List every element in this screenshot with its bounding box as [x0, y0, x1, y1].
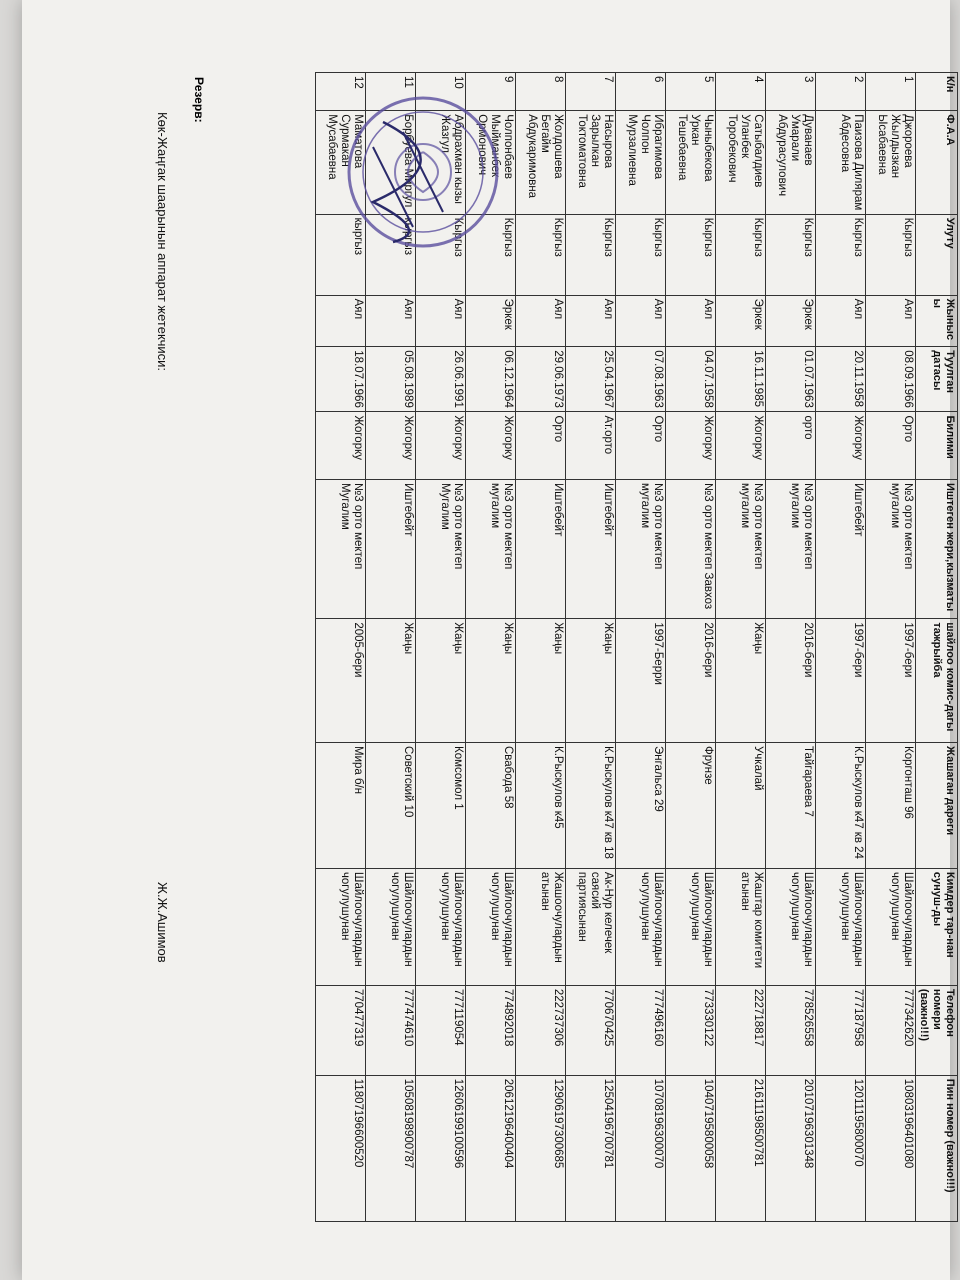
table-row [666, 73, 716, 1222]
cell-pin: 10803196401080 [866, 1075, 916, 1221]
cell-work: Иштебейт [816, 479, 866, 618]
cell-education: Ат.орто [566, 412, 616, 479]
cell-experience: 1997-бери [866, 619, 916, 743]
cell-nationality: Кыргыз [516, 214, 566, 295]
column-header-education: Билими [916, 412, 958, 479]
cell-birth: 04.07.1958 [666, 347, 716, 412]
cell-address: К.Рыскулов к47 кв 24 [816, 743, 866, 869]
table-row [816, 73, 866, 1222]
cell-gender: Эркек [466, 295, 516, 347]
cell-num: 10 [416, 73, 466, 111]
cell-work: №3 орто мектеп мугалим [866, 479, 916, 618]
cell-name: Маматова Сурмакан Мусабаевна [316, 111, 366, 214]
cell-address: Советский 10 [366, 743, 416, 869]
cell-nominated: Жашоочулардын атынан [516, 868, 566, 985]
cell-education: Жогорку [366, 412, 416, 479]
cell-phone: 773330122 [666, 985, 716, 1075]
cell-nationality: Кыргыз [566, 214, 616, 295]
cell-num: 9 [466, 73, 516, 111]
table-row [766, 73, 816, 1222]
cell-pin: 10708196300070 [616, 1075, 666, 1221]
cell-phone: 770477319 [316, 985, 366, 1075]
cell-name: Сатыбалдиев Уланбек Торобекович [716, 111, 766, 214]
cell-birth: 18.07.1966 [316, 347, 366, 412]
column-header-nationality: Улуту [916, 214, 958, 295]
cell-address: Свабода 58 [466, 743, 516, 869]
cell-work: Иштебейт [516, 479, 566, 618]
cell-nationality: Кыргыз [466, 214, 516, 295]
table-header-row [916, 73, 958, 1222]
cell-nominated: Шайлоочулардын чогулушунан [616, 868, 666, 985]
cell-work: №3 орто мектеп мугалим [466, 479, 516, 618]
cell-experience: 2016-бери [666, 619, 716, 743]
cell-work: №3 орто мектеп мугалим [766, 479, 816, 618]
cell-nationality: Кыргыз [666, 214, 716, 295]
cell-address: Учкалай [716, 743, 766, 869]
cell-phone: 222737306 [516, 985, 566, 1075]
cell-pin: 12906197300685 [516, 1075, 566, 1221]
cell-address: Энгальса 29 [616, 743, 666, 869]
cell-name: Джороева Жылдызкан Ысабаевна [866, 111, 916, 214]
cell-education: Орто [616, 412, 666, 479]
cell-address: К.Рыскулов к45 [516, 743, 566, 869]
cell-num: 6 [616, 73, 666, 111]
cell-num: 8 [516, 73, 566, 111]
cell-experience: 2016-бери [766, 619, 816, 743]
cell-gender: Аял [366, 295, 416, 347]
cell-gender: Аял [666, 295, 716, 347]
cell-name: Насырова Зарылкан Токтоматовна [566, 111, 616, 214]
cell-nationality: Кыргыз [716, 214, 766, 295]
cell-name: Чыныбекова Уркан Тешебаевна [666, 111, 716, 214]
cell-experience: Жаңы [566, 619, 616, 743]
cell-work: Иштебейт [366, 479, 416, 618]
cell-nationality: кыргыз [316, 214, 366, 295]
cell-pin: 11807196600520 [316, 1075, 366, 1221]
cell-nationality: Кыргыз [766, 214, 816, 295]
rotated-content [155, 2, 958, 1272]
cell-education: орто [766, 412, 816, 479]
cell-gender: Аял [316, 295, 366, 347]
cell-experience: Жаңы [516, 619, 566, 743]
cell-name: Дуванаев Умарали Абдурасулович [766, 111, 816, 214]
column-header-birth: Туулган датасы [916, 347, 958, 412]
cell-education: Жогорку [466, 412, 516, 479]
cell-nominated: Шайлоочулардын чогулушунан [416, 868, 466, 985]
cell-phone: 774892018 [466, 985, 516, 1075]
cell-pin: 20612196400404 [466, 1075, 516, 1221]
cell-birth: 05.08.1989 [366, 347, 416, 412]
cell-experience: Жаңы [366, 619, 416, 743]
cell-education: Жогорку [416, 412, 466, 479]
column-header-gender: Жынысы [916, 295, 958, 347]
cell-address: Тайгараева 7 [766, 743, 816, 869]
cell-work: №3 орто мектеп мугалим [716, 479, 766, 618]
cell-phone: 778526558 [766, 985, 816, 1075]
cell-gender: Аял [516, 295, 566, 347]
cell-pin: 12606199100596 [416, 1075, 466, 1221]
cell-birth: 06.12.1964 [466, 347, 516, 412]
cell-nominated: Шайлоочулардын чогулушунан [766, 868, 816, 985]
cell-nominated: Шайлоочулардын чогулушунан [316, 868, 366, 985]
cell-address: Мира б/н [316, 743, 366, 869]
cell-work: №3 орто мектеп мугалим [616, 479, 666, 618]
cell-nominated: Шайлоочулардын чогулушунан [666, 868, 716, 985]
footer-signatory: Ж.Ж.Ашимов [155, 882, 170, 963]
cell-address: Коргонташ 96 [866, 743, 916, 869]
footer-position: Көк-Жаңгак шаарынын аппарат жетекчиси: [155, 112, 170, 372]
cell-gender: Аял [866, 295, 916, 347]
cell-name: Паизова Дилярам Абдесовна [816, 111, 866, 214]
cell-phone: 777496160 [616, 985, 666, 1075]
cell-gender: Аял [416, 295, 466, 347]
cell-education: Орто [866, 412, 916, 479]
cell-nominated: Шайлоочулардын чогулушунан [866, 868, 916, 985]
cell-experience: Жаңы [466, 619, 516, 743]
cell-name: Ибрагимова Чолпон Мурзалиевна [616, 111, 666, 214]
cell-education: Орто [516, 412, 566, 479]
cell-education: Жогорку [316, 412, 366, 479]
column-header-pin: Пин номер (важно!!!) [916, 1075, 958, 1221]
column-header-address: Жашаган дареги [916, 743, 958, 869]
cell-name: Борбуева Миргул [366, 111, 416, 214]
column-header-experience: шайлоо комис-дагы тажрыйба [916, 619, 958, 743]
cell-phone: 222718817 [716, 985, 766, 1075]
cell-nationality: Кыргыз [816, 214, 866, 295]
cell-gender: Аял [566, 295, 616, 347]
cell-name: Абдрахман кызы Жазгул [416, 111, 466, 214]
cell-name: Чолпонбаев Мыйманбек Ормонович [466, 111, 516, 214]
cell-birth: 16.11.1985 [716, 347, 766, 412]
cell-num: 1 [866, 73, 916, 111]
cell-work: Иштебейт [566, 479, 616, 618]
reserve-label: Резерв: [192, 77, 206, 123]
cell-pin: 21611198500781 [716, 1075, 766, 1221]
cell-pin: 10407195800058 [666, 1075, 716, 1221]
cell-phone: 777187958 [816, 985, 866, 1075]
cell-nationality: кыргыз [366, 214, 416, 295]
cell-work: №3 орто мектеп Мугалим [316, 479, 366, 618]
cell-nominated: Ак-Нур келечек саясий партиясынан [566, 868, 616, 985]
table-row [866, 73, 916, 1222]
cell-pin: 12011195800070 [816, 1075, 866, 1221]
cell-gender: Эркек [716, 295, 766, 347]
cell-education: Жогорку [816, 412, 866, 479]
cell-name: Жолдошева Бегайм Абдукаримовна [516, 111, 566, 214]
cell-birth: 29.06.1973 [516, 347, 566, 412]
cell-num: 3 [766, 73, 816, 111]
cell-experience: 2005-бери [316, 619, 366, 743]
cell-nominated: Шайлоочулардын чогулушунан [466, 868, 516, 985]
cell-num: 11 [366, 73, 416, 111]
cell-pin: 10508198900787 [366, 1075, 416, 1221]
cell-pin: 20107196301348 [766, 1075, 816, 1221]
column-header-phone: Телефон номери (важно!!!) [916, 985, 958, 1075]
cell-phone: 770670425 [566, 985, 616, 1075]
cell-address: Комсомол 1 [416, 743, 466, 869]
column-header-name: Ф.А.А [916, 111, 958, 214]
cell-experience: Жаңы [716, 619, 766, 743]
cell-gender: Аял [616, 295, 666, 347]
cell-address: К.Рыскулов к47 кв 18 [566, 743, 616, 869]
cell-address: Фрунзе [666, 743, 716, 869]
cell-phone: 777474610 [366, 985, 416, 1075]
cell-birth: 08.09.1966 [866, 347, 916, 412]
cell-nominated: Шайлоочулардын чогулушунан [366, 868, 416, 985]
column-header-work: Иштеген жери,кызматы [916, 479, 958, 618]
cell-pin: 12504196700781 [566, 1075, 616, 1221]
table-row [716, 73, 766, 1222]
cell-nationality: Кыргыз [416, 214, 466, 295]
cell-experience: 1997-Берри [616, 619, 666, 743]
cell-birth: 20.11.1958 [816, 347, 866, 412]
cell-education: Жогорку [666, 412, 716, 479]
cell-num: 2 [816, 73, 866, 111]
official-seal-icon [343, 92, 503, 252]
cell-experience: Жаңы [416, 619, 466, 743]
cell-birth: 07.08.1963 [616, 347, 666, 412]
cell-nominated: Шайлоочулардын чогулушунан [816, 868, 866, 985]
table-row [516, 73, 566, 1222]
table-row [566, 73, 616, 1222]
cell-work: №3 орто мектеп Завхоз [666, 479, 716, 618]
cell-num: 7 [566, 73, 616, 111]
column-header-nominated: Кимдер тар-нан сунуш-ды [916, 868, 958, 985]
cell-experience: 1997-бери [816, 619, 866, 743]
cell-work: №3 орто мектеп Мугалим [416, 479, 466, 618]
cell-birth: 25.04.1967 [566, 347, 616, 412]
cell-num: 12 [316, 73, 366, 111]
cell-phone: 777119054 [416, 985, 466, 1075]
table-row [616, 73, 666, 1222]
cell-gender: Аял [816, 295, 866, 347]
cell-nationality: Кыргыз [866, 214, 916, 295]
column-header-num: К/н [916, 73, 958, 111]
cell-nationality: Кыргыз [616, 214, 666, 295]
cell-education: Жогорку [716, 412, 766, 479]
cell-num: 5 [666, 73, 716, 111]
cell-phone: 777342620 [866, 985, 916, 1075]
cell-gender: Эркек [766, 295, 816, 347]
cell-num: 4 [716, 73, 766, 111]
cell-birth: 26.06.1991 [416, 347, 466, 412]
cell-nominated: Жаштар комитети атынан [716, 868, 766, 985]
cell-birth: 01.07.1963 [766, 347, 816, 412]
